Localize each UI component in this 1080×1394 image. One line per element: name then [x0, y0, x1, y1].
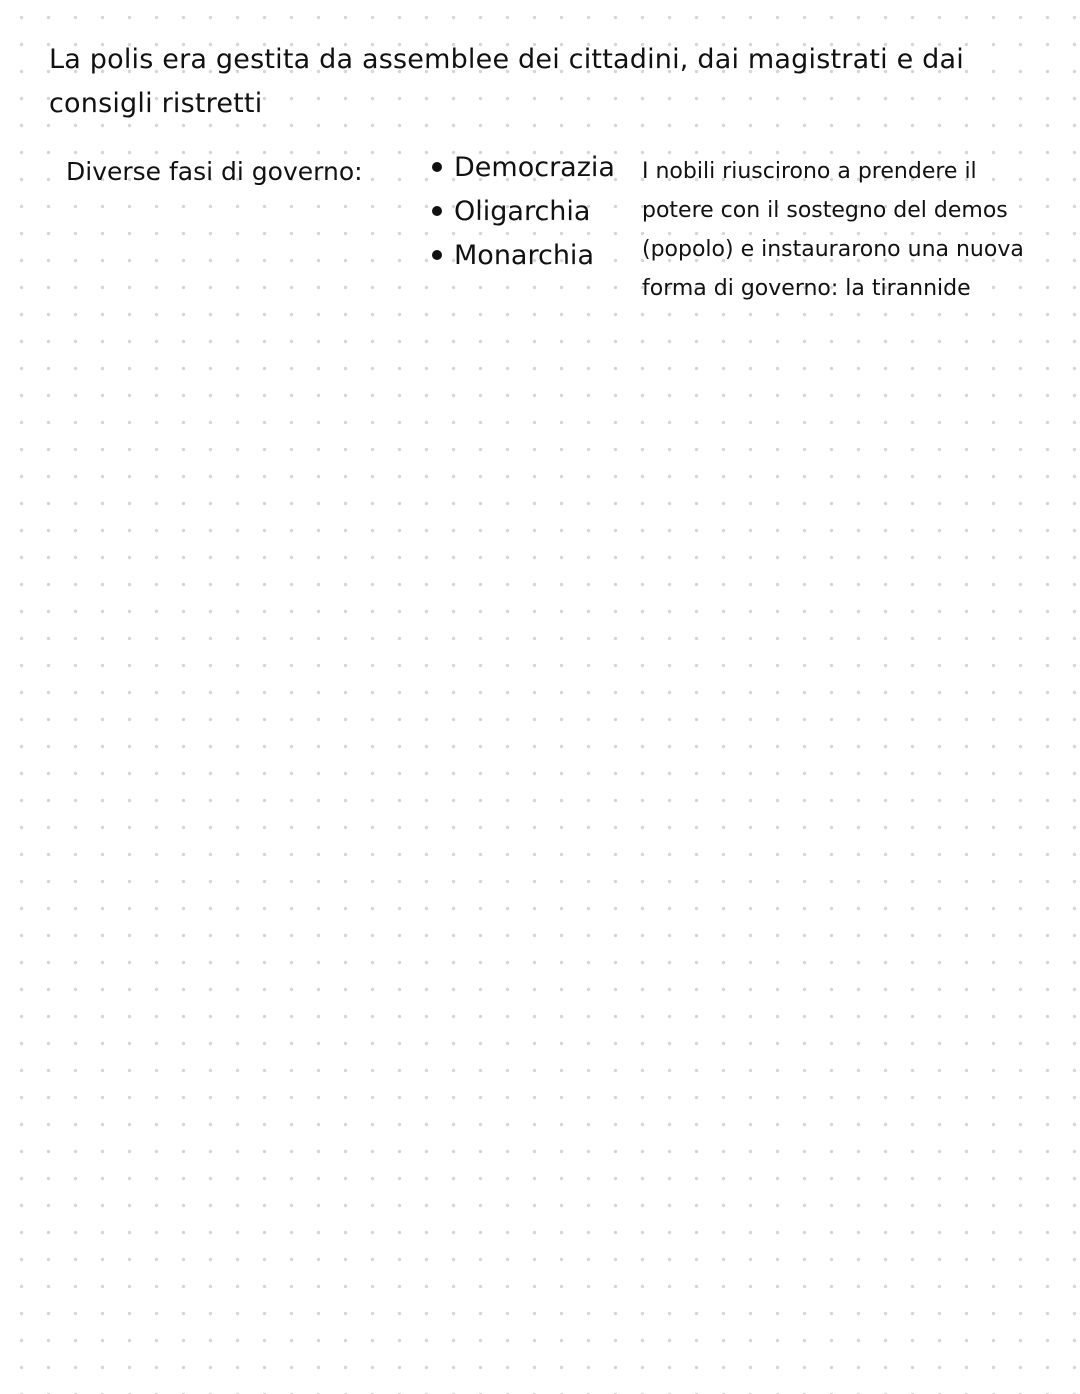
phase-name: Monarchia	[454, 239, 594, 271]
intro-line-1: La polis era gestita da assemblee dei cittadini, dai magistrati e dai	[49, 44, 964, 75]
tyranny-note	[642, 152, 1062, 308]
list-item	[432, 145, 615, 189]
note-line: potere con il sostegno del demos	[642, 198, 1008, 223]
bullet-icon	[432, 206, 442, 216]
note-line: I nobili riuscirono a prendere il	[642, 159, 977, 184]
intro-paragraph	[49, 38, 1029, 126]
bullet-icon	[432, 162, 442, 172]
phase-list	[432, 145, 615, 277]
note-line: forma di governo: la tirannide	[642, 276, 971, 301]
phase-name: Democrazia	[454, 151, 615, 183]
note-line: (popolo) e instaurarono una nuova	[642, 237, 1024, 262]
bullet-icon	[432, 250, 442, 260]
list-item	[432, 189, 615, 233]
intro-line-2: consigli ristretti	[49, 88, 263, 119]
phases-label: Diverse fasi di governo:	[66, 157, 363, 186]
list-item	[432, 233, 615, 277]
phase-name: Oligarchia	[454, 195, 591, 227]
